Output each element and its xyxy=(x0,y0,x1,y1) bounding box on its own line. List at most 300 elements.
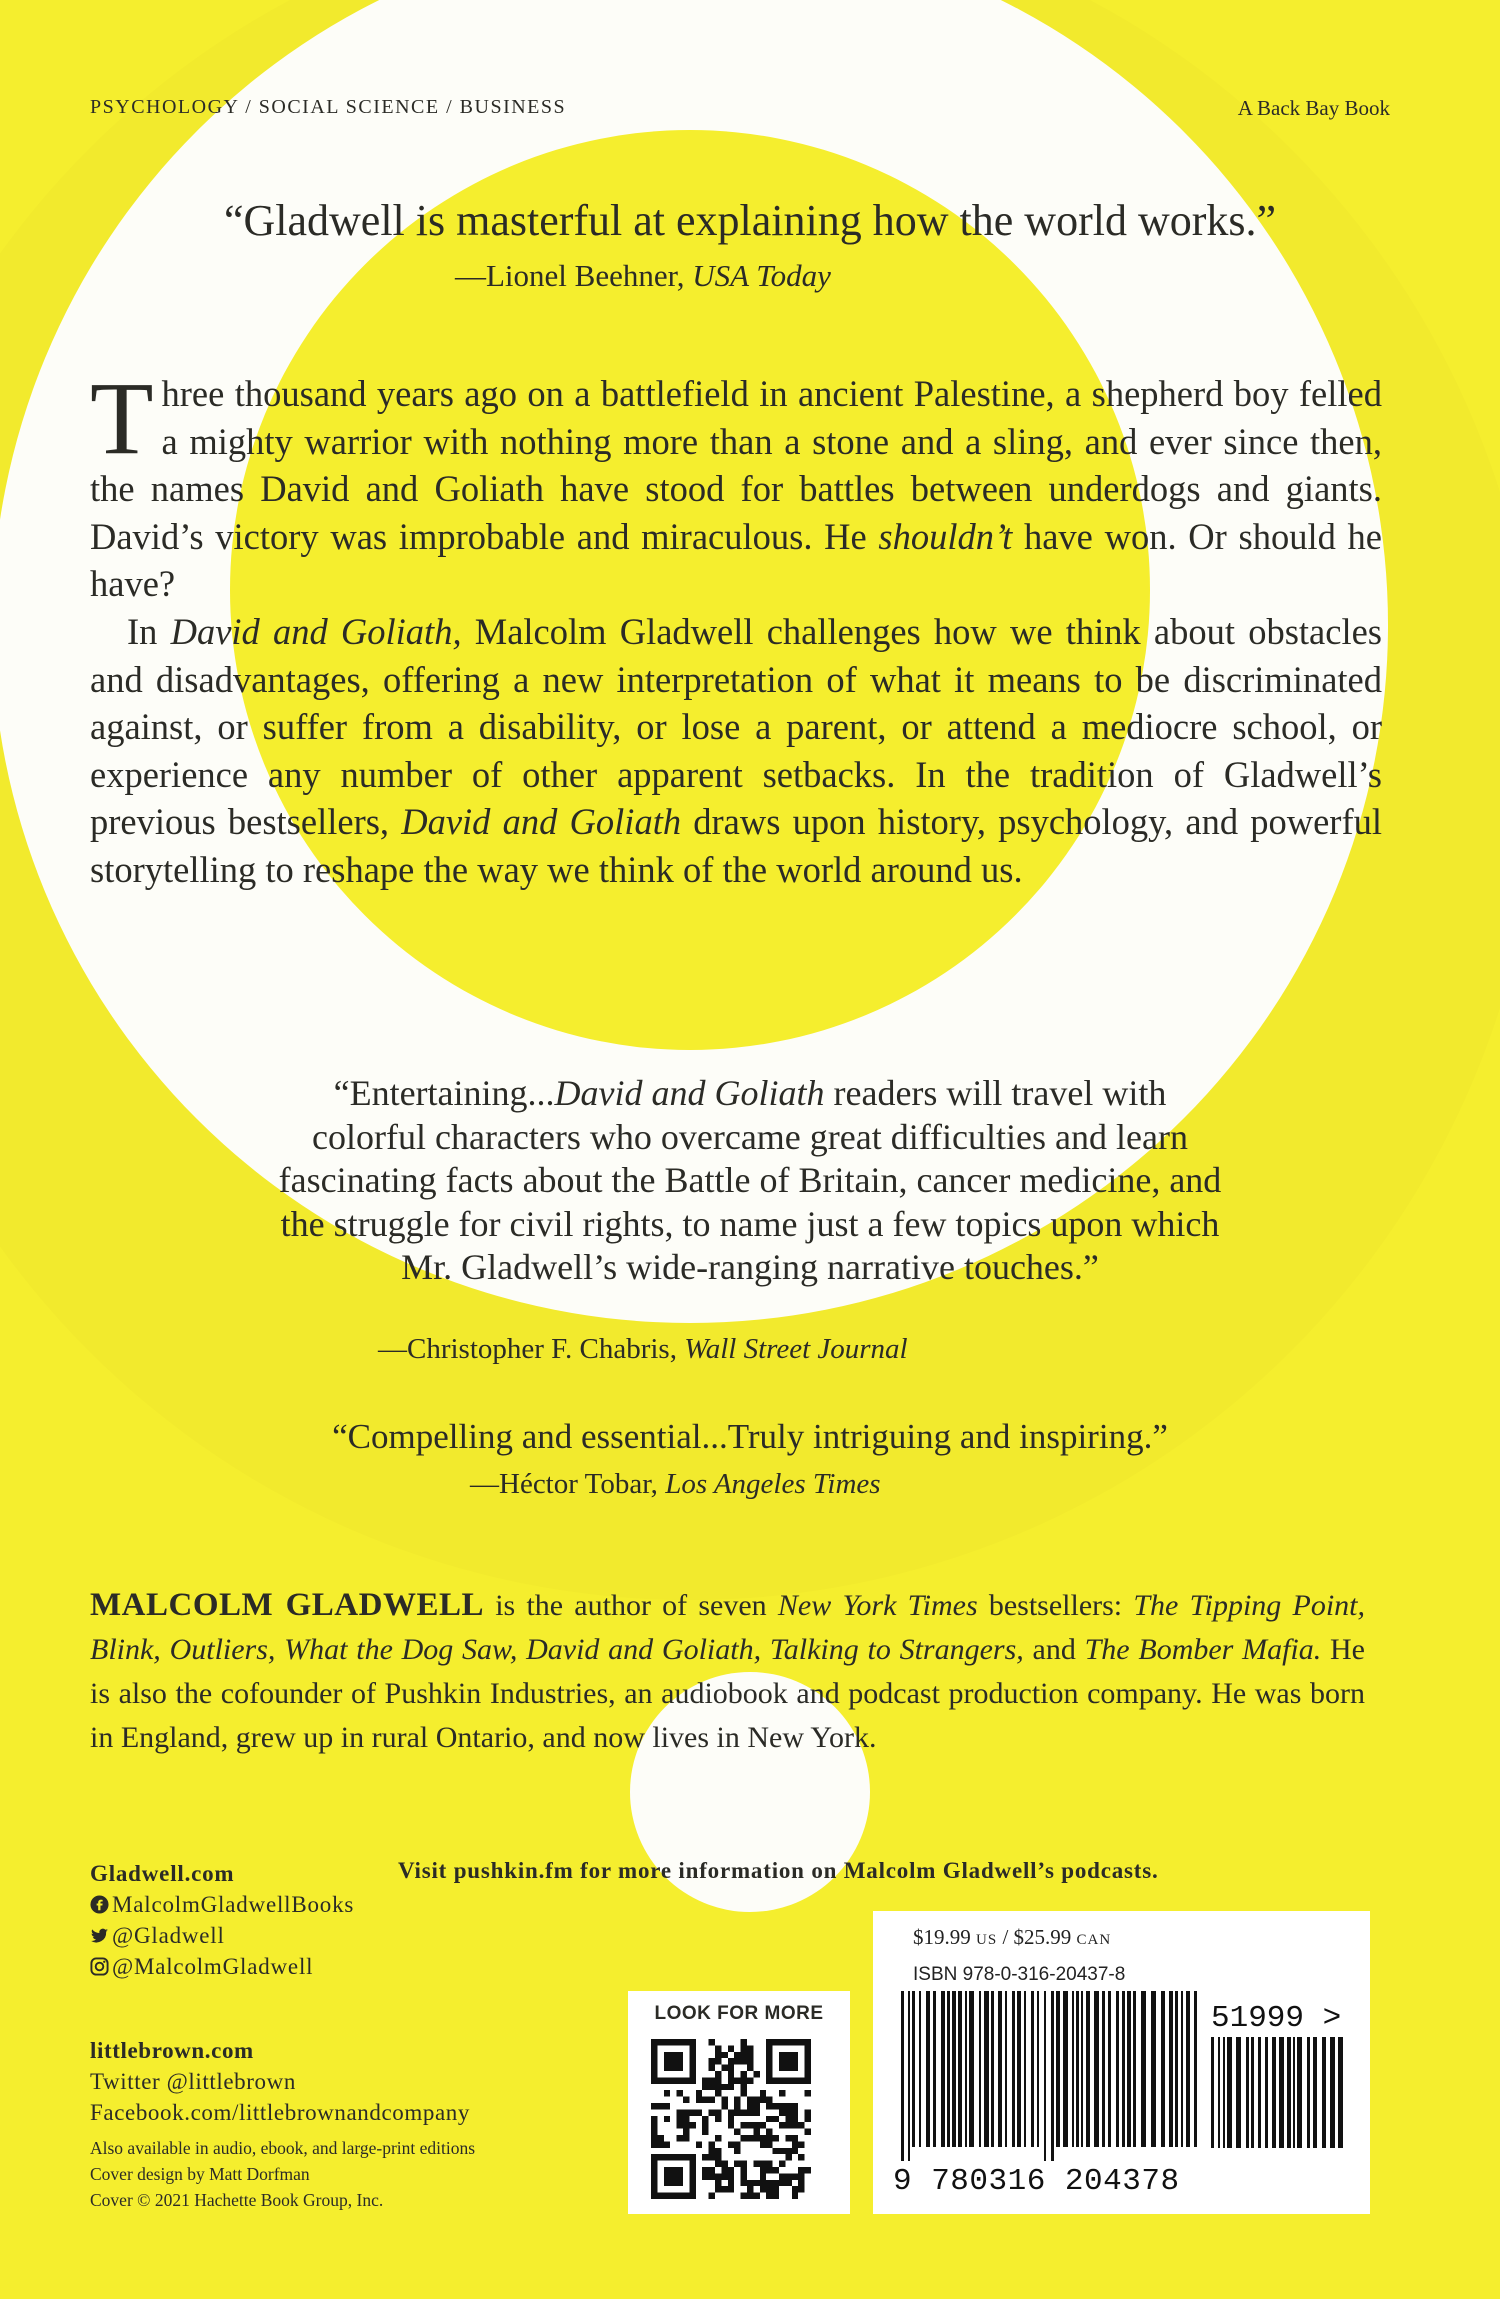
qr-module xyxy=(773,2186,779,2192)
qr-module xyxy=(651,2058,657,2064)
qr-module xyxy=(651,2141,657,2147)
barcode-bar xyxy=(1024,1991,1026,2147)
qr-module xyxy=(664,2180,670,2186)
qr-module xyxy=(734,2103,740,2109)
qr-module xyxy=(760,2090,766,2096)
qr-module xyxy=(734,2141,740,2147)
qr-module xyxy=(715,2090,721,2096)
qr-module xyxy=(734,2109,740,2115)
barcode-bar xyxy=(1072,1991,1074,2147)
qr-module xyxy=(773,2193,779,2199)
imprint-line: A Back Bay Book xyxy=(1237,96,1390,120)
qr-module xyxy=(728,2180,734,2186)
qr-module xyxy=(747,2122,753,2128)
qr-module xyxy=(766,2180,772,2186)
qr-module xyxy=(805,2045,811,2051)
qr-module xyxy=(696,2097,702,2103)
qr-label: LOOK FOR MORE xyxy=(654,2003,824,2024)
barcode-bar xyxy=(1246,2037,1249,2148)
qr-module xyxy=(728,2084,734,2090)
qr-module xyxy=(715,2186,721,2192)
qr-module xyxy=(766,2039,772,2045)
qr-module xyxy=(651,2167,657,2173)
qr-module xyxy=(709,2097,715,2103)
barcode-bar xyxy=(1169,1991,1173,2147)
qr-module xyxy=(664,2058,670,2064)
qr-module xyxy=(709,2154,715,2160)
qr-module xyxy=(753,2161,759,2167)
qr-module xyxy=(785,2154,791,2160)
publisher-links xyxy=(90,2035,470,2128)
barcode-bar xyxy=(1181,1991,1183,2147)
qr-module xyxy=(766,2129,772,2135)
qr-module xyxy=(747,2045,753,2051)
qr-module xyxy=(792,2065,798,2071)
barcode-bar xyxy=(1251,2037,1254,2148)
qr-module xyxy=(709,2167,715,2173)
qr-module xyxy=(670,2193,676,2199)
qr-module xyxy=(664,2154,670,2160)
qr-module xyxy=(670,2173,676,2179)
barcode-bar xyxy=(1063,1991,1068,2147)
qr-module xyxy=(683,2154,689,2160)
qr-module xyxy=(689,2180,695,2186)
qr-module xyxy=(715,2161,721,2167)
publisher-facebook-link[interactable]: Facebook.com/littlebrownandcompany xyxy=(90,2100,470,2125)
twitter-link[interactable]: @Gladwell xyxy=(90,1920,354,1951)
qr-module xyxy=(689,2039,695,2045)
qr-module xyxy=(760,2161,766,2167)
qr-module xyxy=(798,2173,804,2179)
qr-module xyxy=(741,2045,747,2051)
barcode-bar xyxy=(1051,1991,1054,2161)
qr-module xyxy=(798,2180,804,2186)
barcode-bar xyxy=(1141,1991,1146,2147)
qr-module xyxy=(677,2058,683,2064)
qr-module xyxy=(670,2065,676,2071)
podcast-note: Visit pushkin.fm for more information on Malcolm Gladwell’s podcasts. xyxy=(398,1858,1159,1883)
qr-module xyxy=(677,2090,683,2096)
qr-module xyxy=(721,2103,727,2109)
qr-module xyxy=(709,2109,715,2115)
qr-module xyxy=(798,2077,804,2083)
barcode-bar xyxy=(1044,1991,1046,2161)
qr-module xyxy=(664,2103,670,2109)
qr-module xyxy=(792,2103,798,2109)
barcode-bar xyxy=(1056,1991,1060,2147)
qr-module xyxy=(753,2103,759,2109)
barcode-bar xyxy=(1108,1991,1111,2147)
qr-module xyxy=(773,2148,779,2154)
qr-module xyxy=(741,2161,747,2167)
qr-module xyxy=(747,2180,753,2186)
quote-gladwell-masterful-source: —Lionel Beehner, USA Today xyxy=(455,258,831,293)
twitter-icon xyxy=(90,1926,109,1945)
qr-module xyxy=(709,2173,715,2179)
qr-module xyxy=(651,2122,657,2128)
qr-module xyxy=(766,2103,772,2109)
qr-module xyxy=(677,2122,683,2128)
isbn-label: ISBN 978-0-316-20437-8 xyxy=(913,1964,1126,1985)
qr-module xyxy=(785,2058,791,2064)
qr-module xyxy=(773,2116,779,2122)
qr-module xyxy=(805,2058,811,2064)
qr-module xyxy=(741,2193,747,2199)
qr-module xyxy=(766,2052,772,2058)
qr-module xyxy=(760,2186,766,2192)
qr-module xyxy=(683,2109,689,2115)
qr-module xyxy=(728,2071,734,2077)
qr-module xyxy=(785,2039,791,2045)
description-paragraph-1: Three thousand years ago on a battlefield in ancient Palestine, a shepherd boy felled a mighty warrior with nothing more than a stone and a sling, and ever since then, the names David and Goliath have stood for battles between underdogs and giants. David’s victory was improbable and miraculous. He shouldn’t have won. Or should he have? xyxy=(90,361,1382,605)
barcode-bar xyxy=(969,1991,974,2147)
qr-module xyxy=(779,2090,785,2096)
barcode-bar xyxy=(926,1991,930,2147)
qr-module xyxy=(715,2180,721,2186)
qr-module xyxy=(760,2141,766,2147)
qr-module xyxy=(670,2052,676,2058)
qr-module xyxy=(657,2077,663,2083)
qr-module xyxy=(664,2065,670,2071)
qr-module xyxy=(741,2135,747,2141)
qr-module xyxy=(785,2103,791,2109)
qr-module xyxy=(664,2173,670,2179)
qr-module xyxy=(747,2193,753,2199)
qr-module xyxy=(696,2090,702,2096)
qr-module xyxy=(741,2090,747,2096)
qr-module xyxy=(728,2077,734,2083)
qr-module xyxy=(741,2052,747,2058)
price-can: $25.99 xyxy=(1013,1925,1072,1949)
qr-module xyxy=(664,2193,670,2199)
barcode-bar xyxy=(1031,1991,1034,2147)
qr-module xyxy=(683,2129,689,2135)
qr-module xyxy=(747,2077,753,2083)
qr-module xyxy=(785,2173,791,2179)
qr-module xyxy=(779,2109,785,2115)
ean-digits: 9 780316 204378 xyxy=(893,2164,1180,2199)
qr-module xyxy=(760,2097,766,2103)
qr-module xyxy=(651,2116,657,2122)
qr-module xyxy=(734,2161,740,2167)
publisher-twitter-link[interactable]: Twitter @littlebrown xyxy=(90,2069,296,2094)
publisher-site-link[interactable]: littlebrown.com xyxy=(90,2038,254,2063)
qr-module xyxy=(709,2065,715,2071)
qr-module xyxy=(677,2109,683,2115)
price-us: $19.99 xyxy=(913,1925,971,1949)
qr-module xyxy=(664,2052,670,2058)
qr-module xyxy=(709,2084,715,2090)
qr-module xyxy=(702,2154,708,2160)
qr-module xyxy=(651,2129,657,2135)
barcode-bar xyxy=(984,1991,989,2147)
barcode-bar xyxy=(1236,2037,1241,2148)
qr-module xyxy=(741,2109,747,2115)
qr-module xyxy=(715,2045,721,2051)
barcode-bar xyxy=(1313,2037,1317,2148)
barcode-bar xyxy=(1293,2037,1295,2148)
qr-module xyxy=(657,2039,663,2045)
barcode-bar xyxy=(998,1991,1002,2147)
qr-module xyxy=(785,2135,791,2141)
qr-module xyxy=(657,2154,663,2160)
qr-module xyxy=(779,2173,785,2179)
qr-module xyxy=(760,2167,766,2173)
qr-module xyxy=(734,2097,740,2103)
qr-module xyxy=(721,2097,727,2103)
qr-module xyxy=(734,2058,740,2064)
qr-module xyxy=(664,2090,670,2096)
qr-module xyxy=(734,2077,740,2083)
qr-module xyxy=(741,2039,747,2045)
qr-module xyxy=(792,2141,798,2147)
quote-compelling-source: —Héctor Tobar, Los Angeles Times xyxy=(470,1468,881,1500)
qr-module xyxy=(798,2167,804,2173)
website-link[interactable]: Gladwell.com xyxy=(90,1861,235,1886)
qr-module xyxy=(702,2116,708,2122)
qr-module xyxy=(677,2154,683,2160)
barcode-bar xyxy=(1322,2037,1326,2148)
qr-module xyxy=(798,2154,804,2160)
qr-module xyxy=(792,2193,798,2199)
qr-module xyxy=(766,2077,772,2083)
barcode-bar xyxy=(1175,1991,1178,2147)
qr-module xyxy=(792,2109,798,2115)
qr-module xyxy=(779,2103,785,2109)
qr-module xyxy=(651,2193,657,2199)
qr-module xyxy=(702,2167,708,2173)
qr-module xyxy=(677,2065,683,2071)
qr-module xyxy=(651,2161,657,2167)
qr-module xyxy=(785,2109,791,2115)
qr-module xyxy=(721,2084,727,2090)
qr-module xyxy=(779,2161,785,2167)
qr-module xyxy=(753,2135,759,2141)
qr-module xyxy=(798,2141,804,2147)
barcode-bar xyxy=(908,1991,910,2161)
qr-module xyxy=(728,2065,734,2071)
qr-module xyxy=(766,2116,772,2122)
copyright-line: Cover © 2021 Hachette Book Group, Inc. xyxy=(90,2190,384,2210)
qr-module xyxy=(779,2180,785,2186)
qr-module xyxy=(747,2097,753,2103)
qr-module xyxy=(766,2193,772,2199)
qr-code[interactable] xyxy=(651,2039,811,2199)
qr-module xyxy=(715,2077,721,2083)
qr-module xyxy=(741,2077,747,2083)
qr-module xyxy=(773,2077,779,2083)
qr-module xyxy=(664,2077,670,2083)
instagram-link[interactable]: @MalcolmGladwell xyxy=(90,1951,354,1982)
qr-module xyxy=(715,2173,721,2179)
qr-module xyxy=(766,2167,772,2173)
qr-module xyxy=(728,2116,734,2122)
qr-module xyxy=(651,2045,657,2051)
quote-compelling: “Compelling and essential...Truly intriguing and inspiring.” xyxy=(332,1417,1168,1456)
qr-module xyxy=(651,2065,657,2071)
price-addon-barcode xyxy=(1211,2037,1346,2162)
barcode-bar xyxy=(1076,1991,1079,2147)
qr-module xyxy=(677,2039,683,2045)
qr-module xyxy=(734,2129,740,2135)
qr-module xyxy=(670,2058,676,2064)
qr-module xyxy=(721,2173,727,2179)
qr-module xyxy=(773,2103,779,2109)
qr-module xyxy=(785,2052,791,2058)
qr-module xyxy=(689,2186,695,2192)
qr-module xyxy=(721,2052,727,2058)
qr-module xyxy=(766,2065,772,2071)
qr-module xyxy=(792,2052,798,2058)
qr-module xyxy=(805,2065,811,2071)
barcode-bar xyxy=(1005,1991,1007,2147)
qr-module xyxy=(741,2167,747,2173)
qr-module xyxy=(651,2186,657,2192)
qr-module xyxy=(689,2167,695,2173)
barcode-bar xyxy=(1265,2037,1268,2148)
qr-module xyxy=(664,2141,670,2147)
barcode-bar xyxy=(1102,1991,1105,2147)
qr-module xyxy=(702,2173,708,2179)
qr-module xyxy=(651,2052,657,2058)
barcode-bar xyxy=(1227,2037,1232,2148)
qr-module xyxy=(766,2186,772,2192)
instagram-icon xyxy=(90,1957,109,1976)
qr-module xyxy=(779,2065,785,2071)
barcode-bar xyxy=(912,1991,915,2147)
qr-module xyxy=(651,2180,657,2186)
qr-module xyxy=(805,2077,811,2083)
price-line: $19.99 US / $25.99 CAN xyxy=(913,1925,1112,1949)
qr-module xyxy=(721,2186,727,2192)
qr-module xyxy=(715,2148,721,2154)
qr-module xyxy=(747,2052,753,2058)
qr-code-panel xyxy=(628,1991,850,2214)
qr-module xyxy=(753,2193,759,2199)
qr-module xyxy=(779,2039,785,2045)
qr-module xyxy=(677,2116,683,2122)
qr-module xyxy=(651,2135,657,2141)
barcode-bar xyxy=(1127,1991,1131,2147)
barcode-bar xyxy=(1297,2037,1302,2148)
qr-module xyxy=(709,2077,715,2083)
qr-module xyxy=(689,2052,695,2058)
qr-module xyxy=(760,2135,766,2141)
quote-gladwell-masterful: “Gladwell is masterful at explaining how the world works.” xyxy=(223,196,1277,245)
qr-module xyxy=(657,2103,663,2109)
qr-module xyxy=(728,2141,734,2147)
barcode-bar xyxy=(1272,2037,1276,2148)
qr-module xyxy=(805,2109,811,2115)
facebook-link[interactable]: MalcolmGladwellBooks xyxy=(90,1889,354,1920)
qr-module xyxy=(651,2071,657,2077)
qr-module xyxy=(741,2071,747,2077)
qr-module xyxy=(785,2122,791,2128)
description-paragraph-2: In David and Goliath, Malcolm Gladwell challenges how we think about obstacles and disadvantages, offering a new interpretation of what it means to be discriminated against, or suffer from a disability, or lose a parent, or attend a mediocre school, or experience any number of other apparent setbacks. In the tradition of Gladwell’s previous bestsellers, David and Goliath draws upon history, psychology, and powerful storytelling to reshape the way we think of the world around us. xyxy=(90,610,1383,890)
barcode-bar xyxy=(1211,2037,1214,2148)
qr-module xyxy=(689,2173,695,2179)
qr-module xyxy=(798,2122,804,2128)
qr-module xyxy=(785,2180,791,2186)
barcode-bar xyxy=(965,1991,967,2147)
barcode-bar xyxy=(1223,2037,1225,2148)
qr-module xyxy=(683,2077,689,2083)
qr-module xyxy=(715,2109,721,2115)
barcode-bar xyxy=(933,1991,936,2147)
qr-module xyxy=(785,2116,791,2122)
qr-module xyxy=(683,2135,689,2141)
qr-module xyxy=(657,2135,663,2141)
qr-module xyxy=(709,2039,715,2045)
barcode-bar xyxy=(1218,2037,1220,2148)
qr-module xyxy=(696,2109,702,2115)
barcode-bar xyxy=(901,1991,904,2161)
barcode-bar xyxy=(1012,1991,1015,2147)
qr-module xyxy=(741,2122,747,2128)
qr-module xyxy=(702,2129,708,2135)
qr-module xyxy=(689,2058,695,2064)
qr-module xyxy=(689,2045,695,2051)
qr-module xyxy=(747,2186,753,2192)
qr-module xyxy=(689,2065,695,2071)
qr-module xyxy=(677,2180,683,2186)
qr-module xyxy=(677,2167,683,2173)
qr-module xyxy=(792,2173,798,2179)
qr-module xyxy=(689,2161,695,2167)
barcode-bar xyxy=(1094,1991,1099,2147)
barcode-bar xyxy=(958,1991,962,2147)
qr-module xyxy=(747,2103,753,2109)
qr-module xyxy=(805,2052,811,2058)
barcode-bar xyxy=(1151,1991,1156,2147)
qr-module xyxy=(715,2071,721,2077)
barcode-bar xyxy=(1086,1991,1090,2147)
qr-module xyxy=(709,2193,715,2199)
barcode-bar xyxy=(1338,2037,1343,2148)
qr-module xyxy=(760,2122,766,2128)
description xyxy=(90,361,1383,894)
qr-module xyxy=(773,2180,779,2186)
qr-module xyxy=(798,2186,804,2192)
qr-module xyxy=(728,2109,734,2115)
qr-module xyxy=(683,2039,689,2045)
qr-module xyxy=(702,2084,708,2090)
barcode-bar xyxy=(952,1991,956,2147)
qr-module xyxy=(677,2077,683,2083)
qr-module xyxy=(792,2135,798,2141)
qr-module xyxy=(785,2148,791,2154)
category-line: PSYCHOLOGY / SOCIAL SCIENCE / BUSINESS xyxy=(90,96,567,118)
barcode-panel xyxy=(873,1911,1370,2214)
qr-module xyxy=(721,2161,727,2167)
qr-module xyxy=(670,2180,676,2186)
qr-module xyxy=(677,2052,683,2058)
barcode-bar xyxy=(1133,1991,1136,2147)
qr-module xyxy=(792,2122,798,2128)
qr-module xyxy=(715,2052,721,2058)
qr-module xyxy=(689,2122,695,2128)
qr-module xyxy=(689,2071,695,2077)
qr-module xyxy=(664,2167,670,2173)
qr-module xyxy=(766,2135,772,2141)
qr-module xyxy=(753,2129,759,2135)
barcode-bar xyxy=(1017,1991,1021,2147)
qr-module xyxy=(715,2058,721,2064)
qr-module xyxy=(792,2077,798,2083)
barcode-bar xyxy=(1186,1991,1190,2147)
qr-module xyxy=(779,2122,785,2128)
barcode-bar xyxy=(991,1991,994,2147)
